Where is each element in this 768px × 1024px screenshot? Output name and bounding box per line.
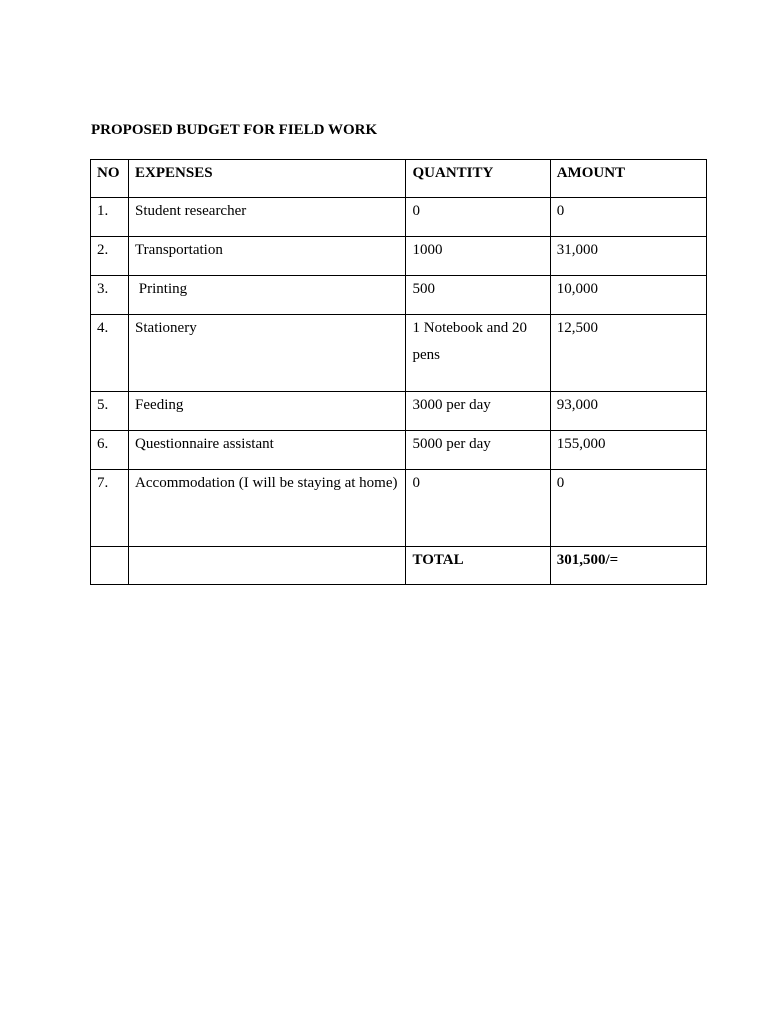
total-amount: 301,500/= bbox=[550, 547, 706, 585]
row-no: 4. bbox=[91, 315, 129, 392]
row-no: 5. bbox=[91, 392, 129, 431]
row-amount: 12,500 bbox=[550, 315, 706, 392]
row-expense: Stationery bbox=[129, 315, 406, 392]
row-quantity: 1 Notebook and 20 pens bbox=[406, 315, 550, 392]
total-empty-expense bbox=[129, 547, 406, 585]
total-label: TOTAL bbox=[406, 547, 550, 585]
budget-table bbox=[90, 159, 707, 585]
row-amount: 93,000 bbox=[550, 392, 706, 431]
row-amount: 155,000 bbox=[550, 431, 706, 470]
row-amount: 31,000 bbox=[550, 237, 706, 276]
table-row bbox=[91, 431, 707, 470]
row-no: 7. bbox=[91, 470, 129, 547]
document-title: PROPOSED BUDGET FOR FIELD WORK bbox=[91, 122, 378, 138]
row-quantity: 5000 per day bbox=[406, 431, 550, 470]
header-amount: AMOUNT bbox=[550, 160, 706, 198]
row-expense: Questionnaire assistant bbox=[129, 431, 406, 470]
table-row bbox=[91, 276, 707, 315]
row-expense-text: Printing bbox=[135, 281, 188, 297]
table-row bbox=[91, 315, 707, 392]
table-row bbox=[91, 237, 707, 276]
row-quantity: 3000 per day bbox=[406, 392, 550, 431]
table-row bbox=[91, 392, 707, 431]
row-expense: Feeding bbox=[129, 392, 406, 431]
row-no: 3. bbox=[91, 276, 129, 315]
row-no: 2. bbox=[91, 237, 129, 276]
row-quantity: 0 bbox=[406, 470, 550, 547]
row-amount: 10,000 bbox=[550, 276, 706, 315]
row-no: 1. bbox=[91, 198, 129, 237]
row-expense: Accommodation (I will be staying at home) bbox=[129, 470, 406, 547]
row-no: 6. bbox=[91, 431, 129, 470]
row-expense: Transportation bbox=[129, 237, 406, 276]
table-row bbox=[91, 198, 707, 237]
row-expense bbox=[129, 276, 406, 315]
row-expense: Student researcher bbox=[129, 198, 406, 237]
row-amount: 0 bbox=[550, 198, 706, 237]
total-empty-no bbox=[91, 547, 129, 585]
header-no: NO bbox=[91, 160, 129, 198]
row-amount: 0 bbox=[550, 470, 706, 547]
table-header-row bbox=[91, 160, 707, 198]
header-quantity: QUANTITY bbox=[406, 160, 550, 198]
header-expenses: EXPENSES bbox=[129, 160, 406, 198]
row-quantity: 0 bbox=[406, 198, 550, 237]
row-quantity: 1000 bbox=[406, 237, 550, 276]
table-total-row bbox=[91, 547, 707, 585]
table-row bbox=[91, 470, 707, 547]
row-quantity: 500 bbox=[406, 276, 550, 315]
